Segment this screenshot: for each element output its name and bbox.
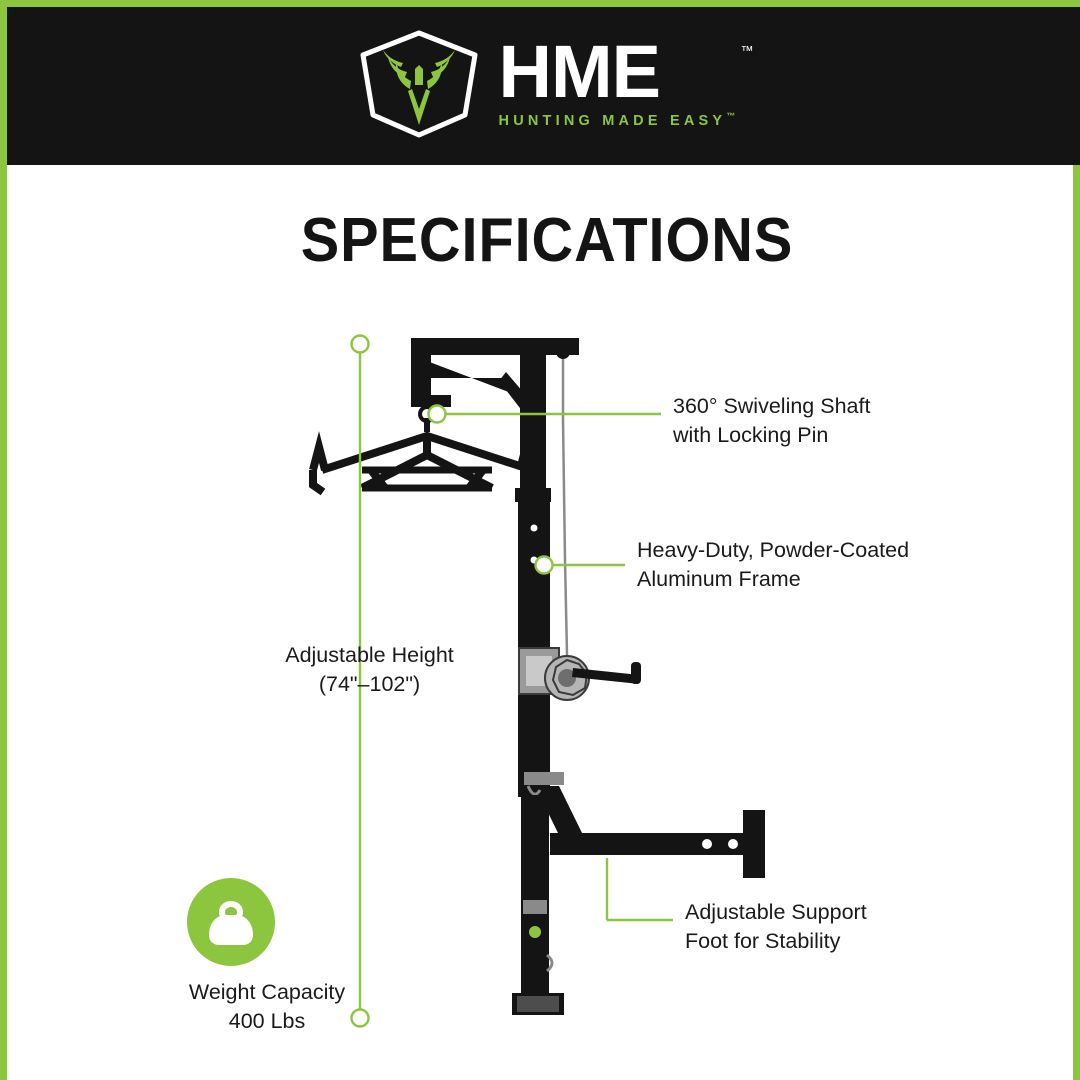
weight-kettlebell-icon bbox=[187, 878, 275, 966]
callout-swiveling-shaft-line1: 360° Swiveling Shaft bbox=[673, 394, 871, 418]
page-title: SPECIFICATIONS bbox=[300, 206, 794, 275]
callout-support-foot-line2: Foot for Stability bbox=[685, 929, 841, 954]
callout-weight-capacity-line2: 400 Lbs bbox=[228, 1009, 306, 1034]
callout-support-foot bbox=[685, 898, 975, 956]
callout-aluminum-frame-line1: Heavy-Duty, Powder-Coated bbox=[637, 538, 910, 562]
callout-aluminum-frame-line2: Aluminum Frame bbox=[637, 567, 801, 592]
brand-tagline-text: HUNTING MADE EASY bbox=[498, 113, 727, 130]
brand-trademark: ™ bbox=[740, 42, 754, 58]
callout-swiveling-shaft-line2: with Locking Pin bbox=[673, 423, 829, 448]
brand-tagline-trademark: ™ bbox=[726, 111, 740, 122]
callout-weight-capacity bbox=[117, 978, 417, 1036]
callout-swiveling-shaft bbox=[673, 392, 973, 450]
brand-name: HME bbox=[498, 29, 660, 113]
callout-adjustable-height-line1: Adjustable Height bbox=[285, 643, 454, 667]
callout-support-foot-line1: Adjustable Support bbox=[685, 900, 867, 924]
callout-weight-capacity-line1: Weight Capacity bbox=[188, 980, 346, 1004]
callout-adjustable-height-line2: (74"–102") bbox=[318, 672, 421, 697]
callout-adjustable-height bbox=[247, 641, 492, 699]
callout-aluminum-frame bbox=[637, 536, 987, 594]
